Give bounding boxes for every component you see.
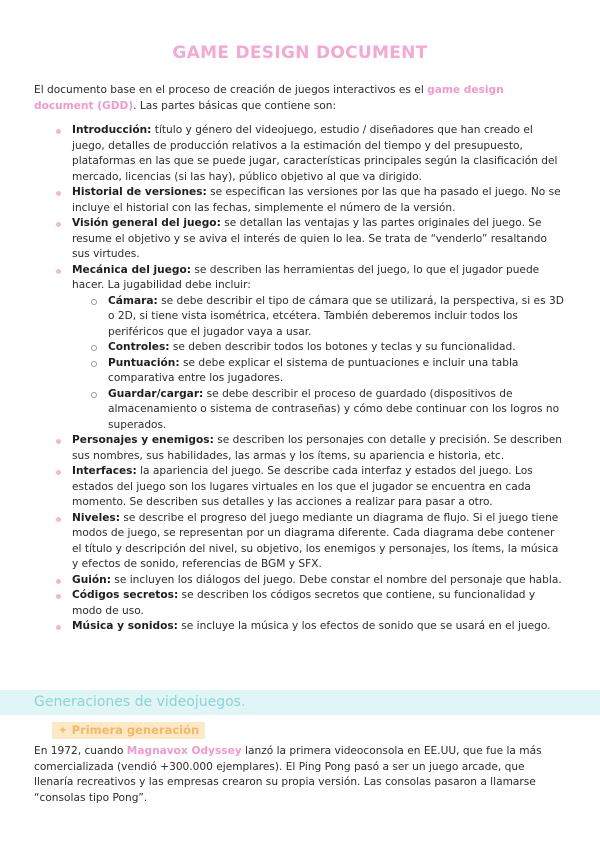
item-term: Visión general del juego: bbox=[72, 217, 221, 229]
bullet-icon bbox=[56, 269, 61, 274]
mechanics-sublist bbox=[72, 294, 566, 434]
sub-item-term: Guardar/cargar: bbox=[108, 387, 204, 400]
gdd-parts-list bbox=[34, 123, 566, 635]
intro-text-end: . Las partes básicas que contiene son: bbox=[133, 99, 337, 112]
bullet-icon bbox=[56, 579, 61, 584]
bullet-icon bbox=[56, 222, 61, 227]
circle-bullet-icon bbox=[91, 392, 97, 398]
item-text: se describen las herramientas del juego, lo que el jugador puede hacer. La jugabilidad debe incluir: bbox=[72, 263, 540, 291]
circle-bullet-icon bbox=[91, 299, 97, 305]
subsection-heading bbox=[52, 722, 205, 739]
item-text: se especifican las versiones por las que ha pasado el juego. No se incluye el historial con las fechas, simplemente el número de la versión. bbox=[72, 186, 561, 214]
sparkle-icon: ✦ bbox=[58, 723, 68, 737]
sub-list-item bbox=[72, 387, 566, 434]
section-title: Generaciones de videojuegos. bbox=[34, 694, 246, 710]
list-item bbox=[34, 216, 566, 263]
intro-paragraph bbox=[34, 83, 564, 114]
item-term: Historial de versiones: bbox=[72, 186, 207, 198]
item-text: se describen los personajes con detalle y precisión. Se describen sus nombres, sus habilidades, las armas y los ítems, su apariencia e historia, etc. bbox=[72, 434, 562, 462]
list-item bbox=[34, 464, 566, 511]
circle-bullet-icon bbox=[91, 345, 97, 351]
circle-bullet-icon bbox=[91, 361, 97, 367]
item-text: la apariencia del juego. Se describe cada interfaz y estados del juego. Los estados del juego son los lugares virtuales en los que el jugador se encuentra en cada momento. Se describen sus detalles y las acciones a realizar para pasar a otro. bbox=[72, 465, 533, 508]
sub-list-item bbox=[72, 356, 566, 387]
sub-item-term: Cámara: bbox=[108, 294, 158, 307]
gdd-highlight: game design document (GDD) bbox=[34, 84, 504, 112]
item-term: Códigos secretos: bbox=[72, 589, 179, 601]
list-item bbox=[34, 588, 566, 619]
list-item bbox=[34, 573, 566, 589]
item-text: se incluyen los diálogos del juego. Debe constar el nombre del personaje que habla. bbox=[110, 573, 562, 586]
page-title: GAME DESIGN DOCUMENT bbox=[172, 43, 428, 63]
console-highlight: Magnavox Odyssey bbox=[126, 745, 242, 757]
item-term: Guión: bbox=[72, 573, 111, 586]
sub-list-item bbox=[72, 340, 566, 356]
sub-item-text: se debe describir el proceso de guardado (dispositivos de almacenamiento o sistema de contraseñas) y cómo debe continuar con los logros no superados. bbox=[108, 387, 560, 431]
item-text: se describe el progreso del juego mediante un diagrama de flujo. Si el juego tiene modos de juego, se representan por un diagrama diferente. Cada diagrama debe contener el título y descripción del nivel, su objetivo, los enemigos y personajes, los ítems, la música y efectos de sonido, referencias de BGM y SFX. bbox=[72, 511, 559, 570]
sub-item-text: se deben describir todos los botones y teclas y su funcionalidad. bbox=[169, 341, 516, 353]
item-term: Introducción: bbox=[72, 124, 152, 136]
item-term: Música y sonidos: bbox=[72, 620, 178, 632]
sub-item-term: Puntuación: bbox=[108, 356, 180, 369]
item-term: Niveles: bbox=[72, 511, 120, 524]
sub-list-item bbox=[72, 294, 566, 341]
subsection-title: Primera generación bbox=[71, 723, 200, 737]
item-text: se detallan las ventajas y las partes originales del juego. Se resume el objetivo y se aviva el interés de quien lo lea. Se trata de “venderlo” resaltando sus virtudes. bbox=[72, 217, 547, 260]
history-text: En 1972, cuando bbox=[34, 745, 127, 757]
bullet-icon bbox=[56, 517, 61, 522]
list-item bbox=[34, 619, 566, 635]
list-item bbox=[34, 123, 566, 185]
item-text: se describen los códigos secretos que contiene, su funcionalidad y modo de uso. bbox=[72, 589, 536, 617]
intro-text: El documento base en el proceso de creación de juegos interactivos es el bbox=[34, 84, 428, 96]
sub-item-text: se debe describir el tipo de cámara que se utilizará, la perspectiva, si es 3D o 2D, si tiene vista isométrica, etcétera. También deberemos incluir todos los periféricos que el jugador vaya a usar. bbox=[108, 294, 564, 338]
history-paragraph bbox=[34, 744, 566, 806]
sub-item-text: se debe explicar el sistema de puntuaciones e incluir una tabla comparativa entre los jugadores. bbox=[108, 356, 519, 384]
bullet-icon bbox=[56, 594, 61, 599]
item-term: Mecánica del juego: bbox=[72, 263, 191, 276]
item-term: Personajes y enemigos: bbox=[72, 434, 214, 446]
bullet-icon bbox=[56, 625, 61, 630]
history-text-end: lanzó la primera videoconsola en EE.UU, que fue la más comercializada (vendió +300.000 ejemplares). El Ping Pong pasó a ser un juego arcade, que llenaría recreativos y las empresas crearon su propia versión. Las consolas pasaron a llamarse “consolas tipo Pong”. bbox=[34, 745, 542, 804]
item-text: título y género del videojuego, estudio / diseñadores que han creado el juego, detalles de producción relativos a la estimación del tiempo y del presupuesto, plataformas en las que se puede jugar, características principales según la clasificación del mercado, licencias (si las hay), público objetivo al que va dirigido. bbox=[72, 124, 558, 183]
list-item bbox=[34, 511, 566, 573]
section-header bbox=[0, 690, 600, 715]
bullet-icon bbox=[56, 129, 61, 134]
bullet-icon bbox=[56, 439, 61, 444]
item-term: Interfaces: bbox=[72, 465, 137, 477]
bullet-icon bbox=[56, 191, 61, 196]
list-item bbox=[34, 433, 566, 464]
list-item bbox=[34, 185, 566, 216]
bullet-icon bbox=[56, 470, 61, 475]
list-item bbox=[34, 263, 566, 434]
sub-item-term: Controles: bbox=[108, 341, 170, 353]
item-text: se incluye la música y los efectos de sonido que se usará en el juego. bbox=[177, 620, 551, 632]
